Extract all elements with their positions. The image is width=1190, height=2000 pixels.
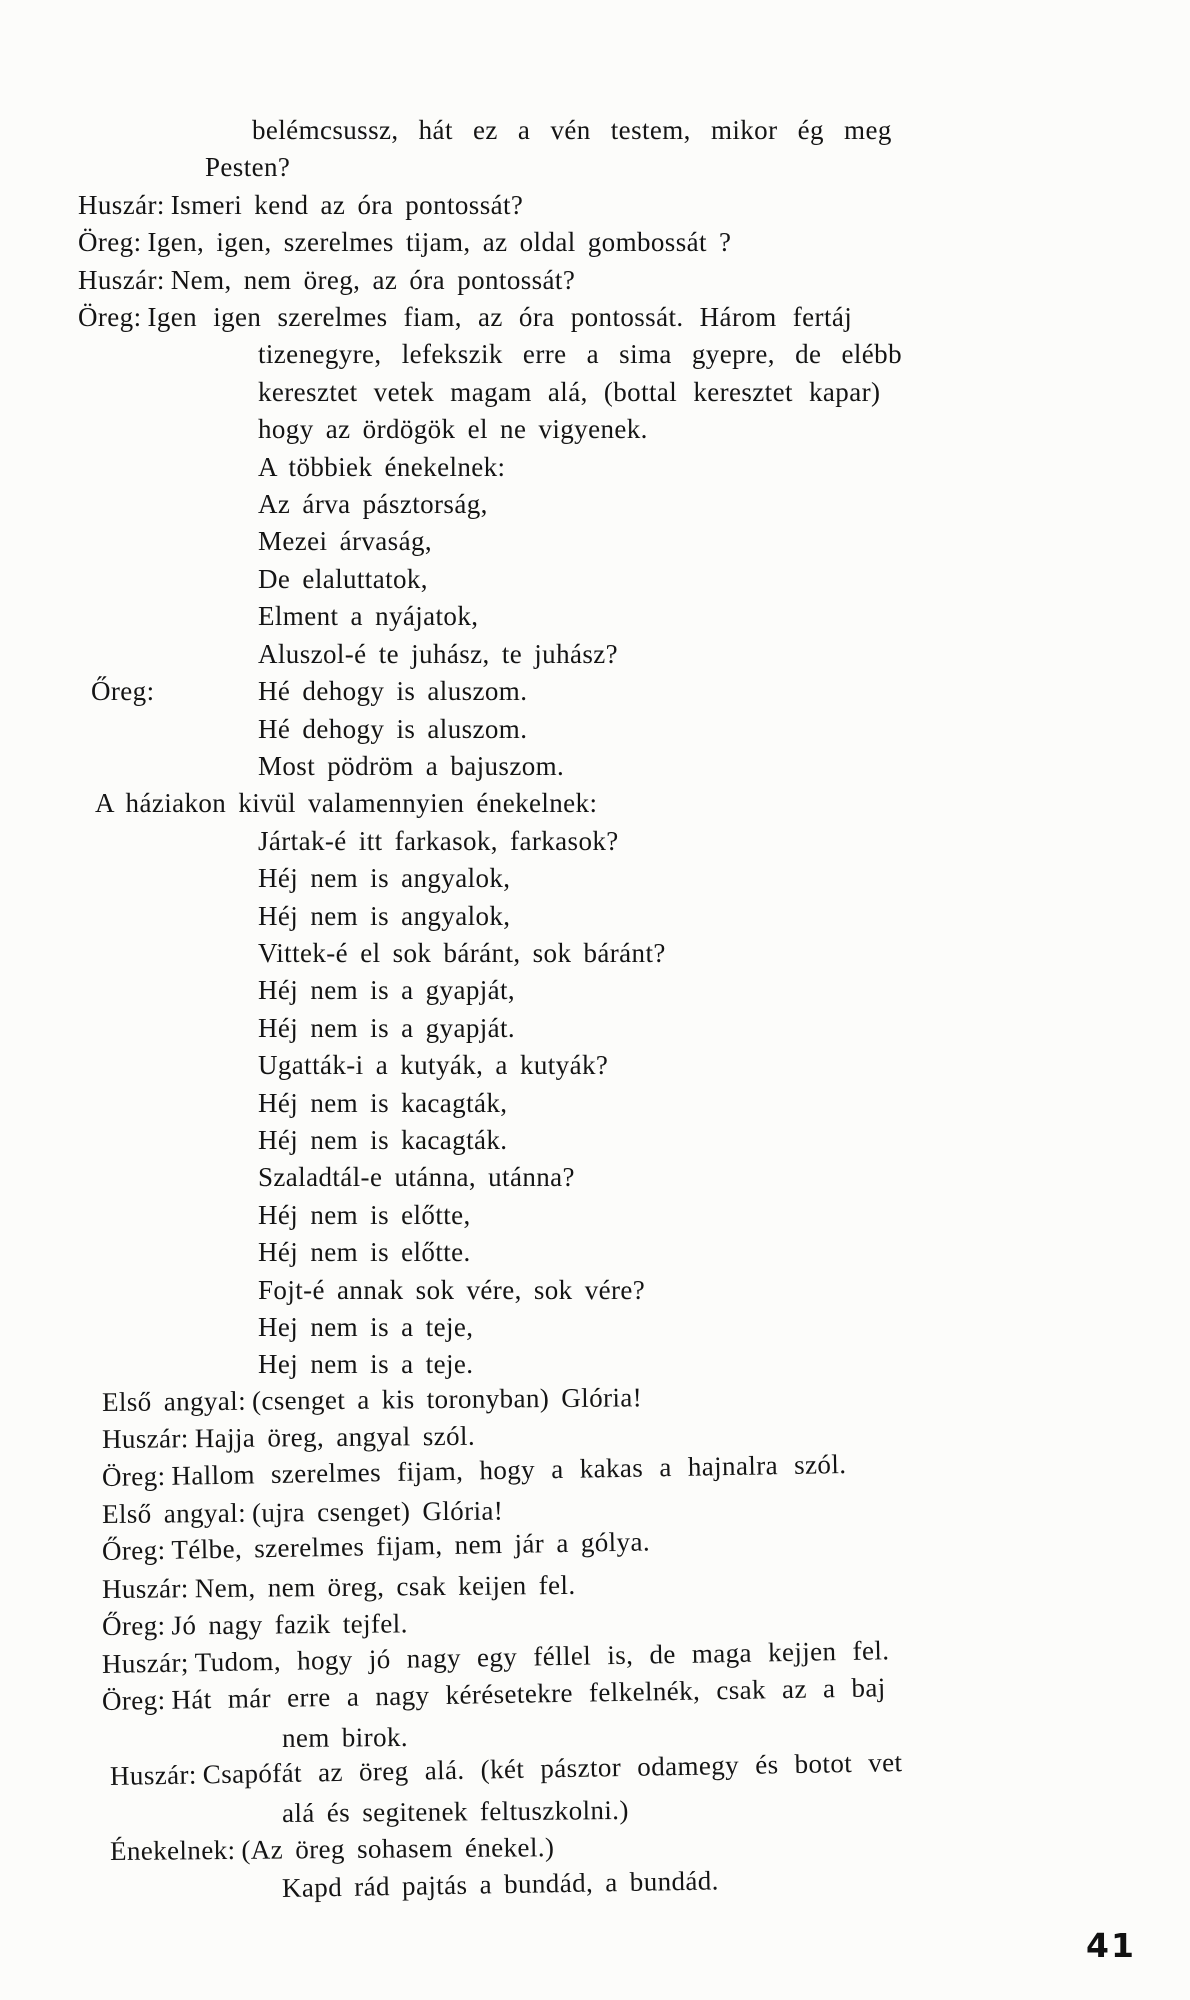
- script-line: Hej nem is a teje,: [258, 1312, 474, 1342]
- dialog-text: Hallom szerelmes fijam, hogy a kakas a hajnalra szól.: [171, 1448, 847, 1491]
- dialog-text: Télbe, szerelmes fijam, nem jár a gólya.: [171, 1526, 651, 1566]
- script-line: Héj nem is kacagták.: [258, 1124, 508, 1155]
- dialog-text: Hajja öreg, angyal szól.: [194, 1420, 476, 1454]
- script-line: alá és segitenek feltuszkolni.): [281, 1795, 629, 1829]
- script-line: Héj nem is a gyapját.: [258, 1012, 516, 1043]
- speaker-label: Első angyal:: [101, 1385, 247, 1417]
- script-line: Pesten?: [205, 152, 291, 183]
- script-line: [78, 299, 1190, 336]
- dialog-text: Csapófát az öreg alá. (két pásztor odamegy és botot vet: [202, 1747, 903, 1790]
- script-line: Héj nem is kacagták,: [258, 1087, 508, 1118]
- speaker-label: Öreg:: [101, 1460, 166, 1492]
- speaker-label: Öreg:: [101, 1684, 166, 1717]
- speaker-label: Huszár:: [101, 1573, 189, 1604]
- speaker-label: Huszár:: [78, 189, 165, 220]
- script-line: Aluszol-é te juhász, te juhász?: [258, 638, 619, 669]
- script-text-block: [0, 112, 1190, 1908]
- script-line: Hé dehogy is aluszom.: [258, 713, 528, 744]
- script-line: nem birok.: [281, 1722, 409, 1754]
- speaker-label: Énekelnek:: [109, 1834, 236, 1866]
- dialog-text: Nem, nem öreg, az óra pontossát?: [170, 264, 576, 295]
- speaker-label: Őreg:: [101, 1535, 166, 1567]
- script-line: Héj nem is angyalok,: [258, 900, 511, 931]
- script-line: Ugatták-i a kutyák, a kutyák?: [258, 1050, 609, 1081]
- script-line: keresztet vetek magam alá, (bottal keresztet kapar): [258, 376, 881, 407]
- script-line: [78, 187, 1190, 224]
- script-line: Hej nem is a teje.: [258, 1349, 474, 1380]
- speaker-label: Őreg:: [91, 676, 155, 707]
- speaker-label: Huszár:: [78, 264, 165, 295]
- speaker-label: Huszár;: [101, 1647, 190, 1679]
- script-line: Héj nem is előtte,: [258, 1199, 471, 1230]
- script-line: belémcsussz, hát ez a vén testem, mikor ég meg: [252, 115, 892, 145]
- speaker-label: Első angyal:: [101, 1497, 247, 1530]
- dialog-text: (Az öreg sohasem énekel.): [241, 1831, 555, 1865]
- script-line: [78, 262, 1190, 299]
- speaker-label: Öreg:: [78, 227, 142, 258]
- script-line: [91, 673, 1190, 710]
- script-line: Az árva pásztorság,: [258, 489, 488, 520]
- script-line: Szaladtál-e utánna, utánna?: [258, 1162, 575, 1193]
- script-line: A háziakon kivül valamennyien énekelnek:: [95, 788, 598, 819]
- script-line: Jártak-é itt farkasok, farkasok?: [258, 825, 619, 856]
- script-line: Héj nem is a gyapját,: [258, 975, 516, 1006]
- script-line: Héj nem is angyalok,: [258, 863, 511, 894]
- page-number: 41: [1086, 1926, 1136, 1965]
- speaker-label: Huszár:: [101, 1423, 189, 1455]
- script-line: A többiek énekelnek:: [258, 451, 506, 482]
- dialog-text: Igen igen szerelmes fiam, az óra pontossát. Három fertáj: [147, 302, 853, 333]
- script-line: [78, 224, 1190, 261]
- speaker-label: Őreg:: [101, 1610, 166, 1642]
- dialog-text: (csenget a kis toronyban) Glória!: [251, 1382, 643, 1416]
- script-line: hogy az ördögök el ne vigyenek.: [258, 414, 648, 445]
- dialog-text: Nem, nem öreg, csak keijen fel.: [194, 1569, 576, 1604]
- dialog-text: Ismeri kend az óra pontossát?: [170, 189, 524, 220]
- speaker-label: Öreg:: [78, 302, 142, 333]
- script-line: Vittek-é el sok báránt, sok báránt?: [258, 937, 666, 968]
- script-line: tizenegyre, lefekszik erre a sima gyepre, de elébb: [258, 339, 902, 370]
- script-line: Kapd rád pajtás a bundád, a bundád.: [281, 1865, 720, 1904]
- dialog-text: Hát már erre a nagy kérésetekre felkelnék, csak az a baj: [171, 1672, 886, 1715]
- script-line: Most pödröm a bajuszom.: [258, 750, 565, 781]
- speaker-label: Huszár:: [109, 1759, 198, 1791]
- dialog-text: Igen, igen, szerelmes tijam, az oldal gombossát ?: [147, 227, 732, 258]
- script-line: De elaluttatok,: [258, 563, 428, 594]
- dialog-text: (ujra csenget) Glória!: [251, 1495, 504, 1528]
- script-line: Fojt-é annak sok vére, sok vére?: [258, 1274, 646, 1305]
- dialog-text: Jó nagy fazik tejfel.: [171, 1608, 408, 1641]
- script-line: Mezei árvaság,: [258, 526, 433, 557]
- script-line: Héj nem is előtte.: [258, 1237, 471, 1268]
- dialog-text: Hé dehogy is aluszom.: [258, 676, 528, 707]
- script-line: Elment a nyájatok,: [258, 601, 479, 632]
- dialog-text: Tudom, hogy jó nagy egy féllel is, de maga kejjen fel.: [194, 1634, 890, 1678]
